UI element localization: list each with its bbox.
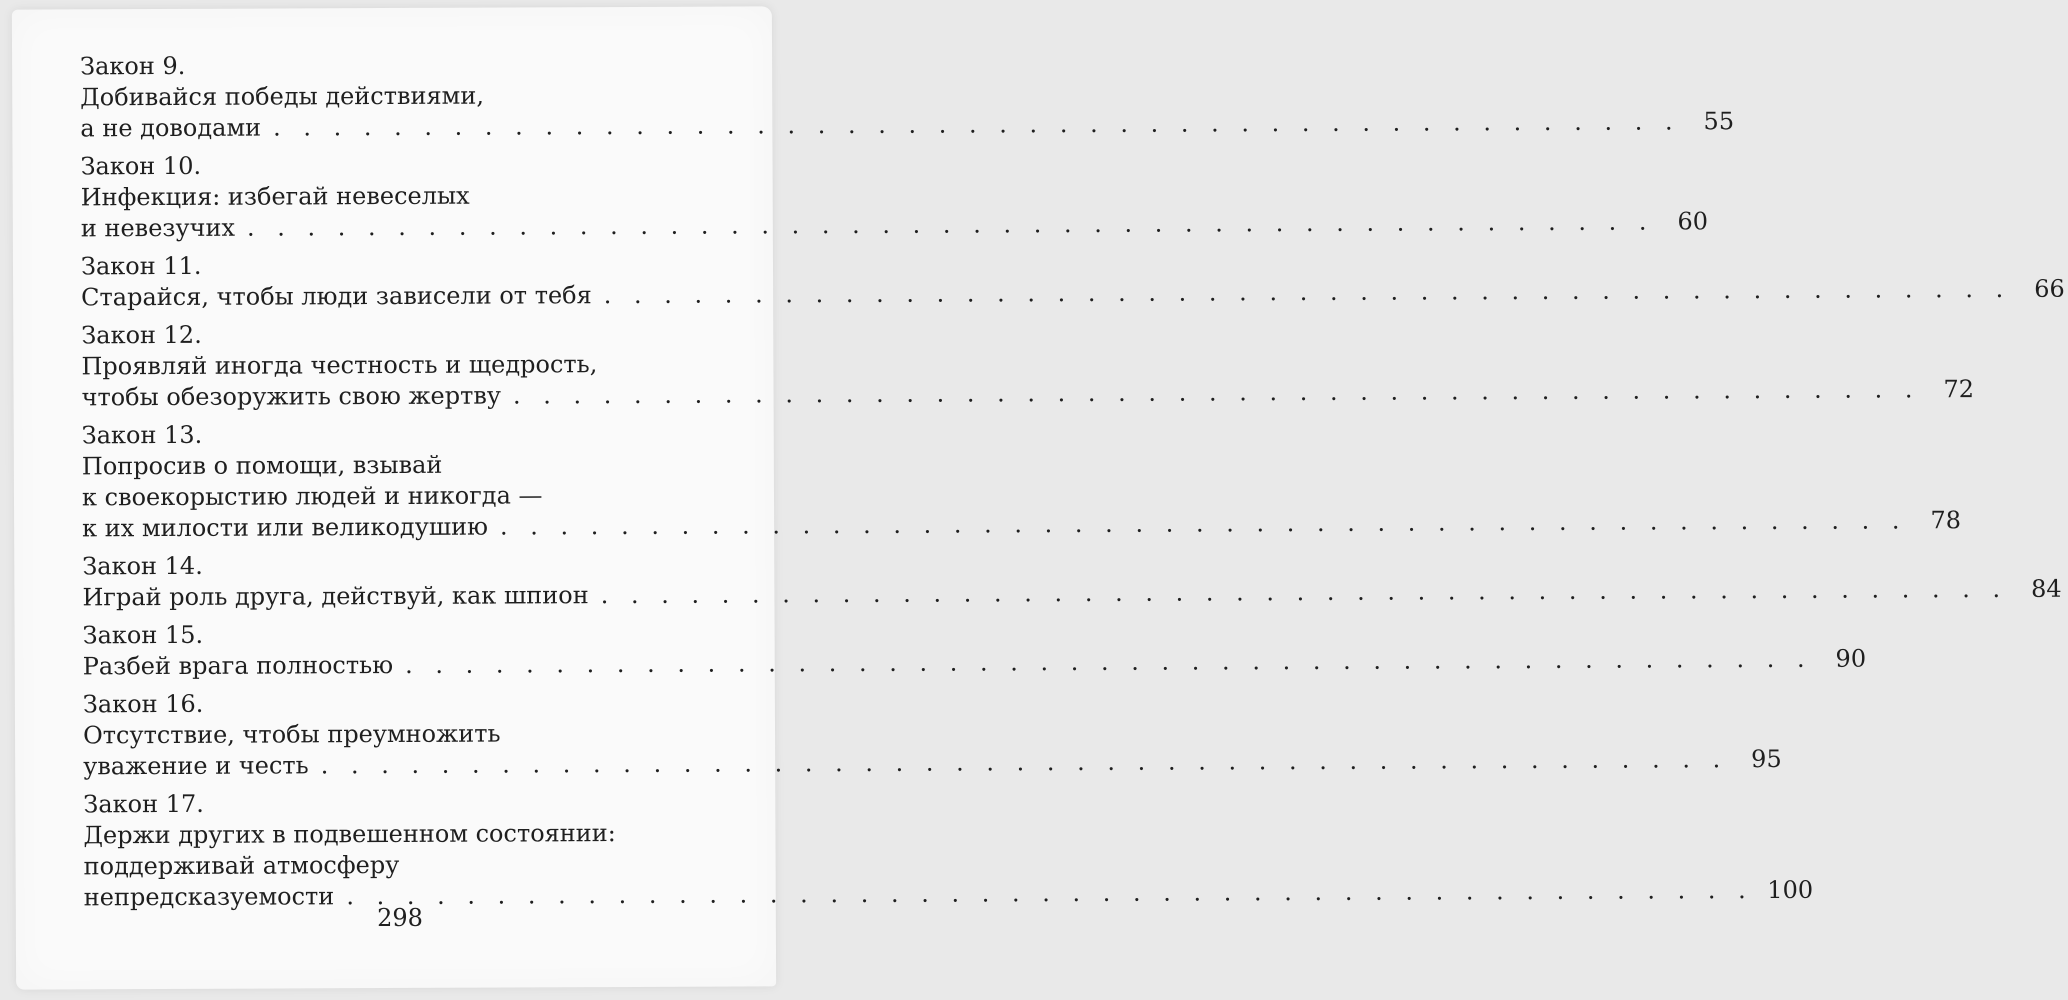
table-of-contents [80,49,2065,921]
toc-page-number: 78 [1930,506,1962,535]
toc-page-number: 84 [2031,574,2062,603]
title-last-line [82,506,1962,545]
title-line: Играй роль друга, действуй, как шпион [82,581,589,612]
toc-entry [83,787,1814,914]
dot-leader: . . . . . . . . . . . . . . . . . . . . . . . . . . . . . . . . . . . . . . . . . . . . . . . [603,274,2011,310]
dot-leader: . . . . . . . . . . . . . . . . . . . . . . . . . . . . . . . . . . . . . . . . . . . . . . . [405,644,1813,679]
toc-entry [81,318,1975,414]
toc-page-number: 90 [1835,644,1867,673]
dot-leader: . . . . . . . . . . . . . . . . . . . . . . . . . . . . . . . . . . . . . . . . . . . . . . . [499,506,1908,541]
title-last-line [82,644,1867,683]
title-line: а не доводами [80,113,262,143]
title-last-line [81,375,1975,414]
title-line: Держи других в подвешенном состоянии: [83,819,616,850]
toc-entry [80,49,1735,145]
law-heading: Закон 12. [81,320,202,350]
toc-page-number: 72 [1943,375,1975,404]
title-line: Добивайся победы действиями, [80,81,484,112]
toc-entry [82,687,1782,783]
title-line: Старайся, чтобы люди зависели от тебя [81,281,592,312]
dot-leader: . . . . . . . . . . . . . . . . . . . . . . . . . . . . . . . . . . . . . . . . . . . . . . . [273,107,1681,142]
title-last-line [81,274,2065,314]
book-page [12,6,2065,989]
dot-leader: . . . . . . . . . . . . . . . . . . . . . . . . . . . . . . . . . . . . . . . . . . . . . . . [246,207,1655,242]
law-heading: Закон 11. [80,251,202,281]
title-line: поддерживай атмосферу [83,850,400,881]
toc-entry [82,549,2062,614]
toc-page-number: 66 [2034,274,2065,303]
title-last-line [80,107,1735,145]
law-heading: Закон 9. [80,51,186,81]
title-line: уважение и честь [83,751,309,781]
title-line: к их милости или великодушию [82,512,489,543]
title-line: Инфекция: избегай невеселых [80,181,470,212]
title-last-line [82,574,2062,614]
toc-page-number: 55 [1703,107,1735,136]
title-last-line [83,744,1782,783]
title-line: Проявляй иногда честность и щедрость, [81,350,598,381]
law-heading: Закон 13. [81,420,203,450]
title-line: Разбей врага полностью [82,651,394,681]
toc-entry [81,418,1962,545]
dot-leader: . . . . . . . . . . . . . . . . . . . . . . . . . . . . . . . . . . . . . . . . . . . . . . . [320,745,1728,780]
law-heading: Закон 16. [82,689,204,719]
title-line: к своекорыстию людей и никогда — [81,481,543,512]
title-line: и невезучих [80,213,236,243]
law-heading: Закон 17. [83,789,204,819]
toc-entry [82,618,1867,683]
law-heading: Закон 14. [82,551,203,581]
toc-page-number: 100 [1767,875,1814,905]
dot-leader: . . . . . . . . . . . . . . . . . . . . . . . . . . . . . . . . . . . . . . . . . . . . . . . [600,574,2008,610]
dot-leader: . . . . . . . . . . . . . . . . . . . . . . . . . . . . . . . . . . . . . . . . . . . . . . . [512,375,1921,410]
page-number: 298 [377,904,423,932]
toc-page-number: 95 [1751,744,1782,774]
title-line: Отсутствие, чтобы преумножить [82,719,501,750]
law-heading: Закон 15. [82,620,204,650]
title-line: Попросив о помощи, взывай [81,450,443,481]
title-line: чтобы обезоружить свою жертву [81,381,502,412]
toc-entry [80,149,1709,245]
law-heading: Закон 10. [80,151,202,181]
title-last-line [80,207,1709,245]
title-line: непредсказуемости [83,882,335,912]
toc-page-number: 60 [1677,207,1709,236]
toc-entry [80,249,2065,314]
dot-leader: . . . . . . . . . . . . . . . . . . . . . . . . . . . . . . . . . . . . . . . . . . . . . . . [346,876,1754,911]
